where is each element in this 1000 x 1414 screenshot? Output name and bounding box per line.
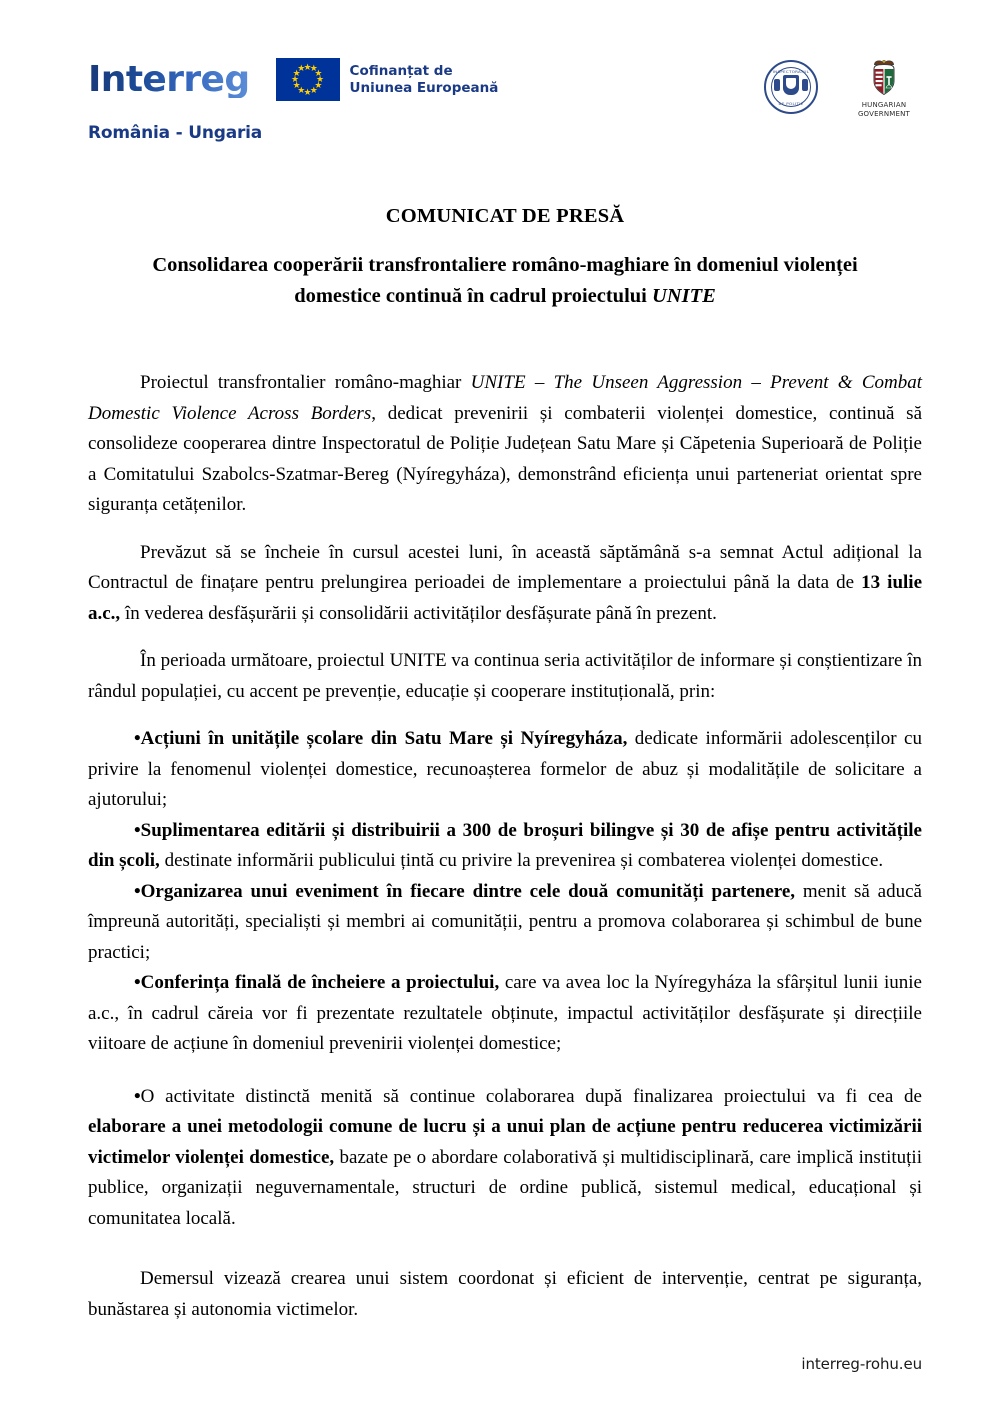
eu-star-icon: ★ bbox=[303, 86, 312, 97]
paragraph-closing: Demersul vizează crearea unui sistem coordonat și eficient de intervenție, centrat pe siguranța, bunăstarea și autonomia victimelor. bbox=[88, 1268, 922, 1320]
bullet-item-brochures bbox=[88, 816, 922, 877]
police-emblem-right-block bbox=[802, 79, 808, 91]
eu-cofunding-line-2: Uniunea Europeană bbox=[349, 79, 499, 96]
headline-line-1: Consolidarea cooperării transfrontaliere româno-maghiare în domeniul violenței bbox=[152, 254, 858, 276]
spacer bbox=[88, 1234, 922, 1264]
deadline-date: 13 iulie a.c., bbox=[88, 572, 922, 624]
spacer bbox=[88, 1060, 922, 1082]
interreg-brand-row bbox=[88, 58, 498, 101]
bullet-item-methodology-bold: elaborare a unei metodologii comune de lucru și a unui plan de acțiune pentru reducerea victimizării victimelor violenței domestice, bbox=[88, 1116, 922, 1168]
header-left-logos bbox=[88, 58, 498, 143]
eu-star-icon: ★ bbox=[316, 74, 325, 84]
eu-star-icon: ★ bbox=[292, 67, 301, 78]
bullet-marker: • bbox=[134, 972, 141, 993]
bullet-marker: • bbox=[134, 819, 141, 841]
police-ring-text-bottom: DE POLIȚIE bbox=[778, 101, 804, 106]
eu-star-icon: ★ bbox=[297, 63, 306, 74]
bullet-item-methodology-rest: bazate pe o abordare colaborativă și multidisciplinară, care implică instituții publice, organizații neguvernamentale, structuri de ordine publică, sistemul medical, educațional și comunitatea locală. bbox=[88, 1146, 922, 1229]
bullet-marker: • bbox=[134, 728, 141, 749]
headline-line-2-prefix: domestice continuă în cadrul proiectului bbox=[294, 285, 652, 307]
project-full-title: UNITE – The Unseen Aggression – Prevent & Combat Domestic Violence Across Borders bbox=[88, 372, 922, 424]
bullet-item-events bbox=[88, 877, 922, 969]
bullet-item-schools bbox=[88, 724, 922, 816]
bullet-item-events-rest: menit să aducă împreună autorități, specialiști și membri ai comunității, pentru a promova colaborarea și schimbul de bune practici; bbox=[88, 880, 922, 963]
police-ring-text-top: INSPECTORATUL bbox=[772, 69, 810, 74]
bullet-item-events-bold: Organizarea unui eveniment în fiecare dintre cele două comunități partenere, bbox=[140, 880, 796, 902]
hungarian-government-label bbox=[846, 101, 922, 119]
interreg-wordmark: Interreg bbox=[88, 58, 250, 100]
bullet-item-schools-rest: dedicate informării adolescenților cu privire la fenomenul violenței domestice, recunoașterea formelor de abuz și modalitățile de solicitare a ajutorului; bbox=[88, 728, 922, 810]
paragraph-upcoming: În perioada următoare, proiectul UNITE va continua seria activităților de informare și conștientizare în rândul populației, cu accent pe prevenție, educație și cooperare instituțională, prin: bbox=[88, 650, 922, 702]
press-release-label: COMUNICAT DE PRESĂ bbox=[385, 205, 625, 227]
document-header bbox=[88, 58, 922, 168]
eu-cofunding-text bbox=[350, 63, 499, 96]
bullet-item-methodology bbox=[88, 1082, 922, 1235]
eu-star-icon: ★ bbox=[297, 84, 306, 95]
bullet-item-conference-bold: Conferința finală de încheiere a proiectului, bbox=[140, 972, 500, 993]
eu-star-icon: ★ bbox=[314, 67, 323, 78]
eu-star-icon: ★ bbox=[303, 61, 312, 72]
bullet-marker: • bbox=[134, 1085, 141, 1107]
hungarian-government-logo bbox=[846, 60, 922, 119]
programme-name: România - Ungaria bbox=[88, 123, 263, 143]
eu-cofunding-block bbox=[276, 58, 499, 101]
bullet-marker: • bbox=[134, 880, 141, 902]
eu-cofunding-line-1: Cofinanțat de bbox=[349, 63, 453, 79]
paragraph-intro bbox=[88, 368, 922, 521]
bullet-item-conference bbox=[88, 968, 922, 1060]
romanian-police-emblem-icon bbox=[764, 60, 818, 114]
hu-gov-label-line-2: GOVERNMENT bbox=[857, 110, 911, 118]
bullet-item-schools-bold: Acțiuni în unitățile școlare din Satu Mare și Nyíregyháza, bbox=[140, 728, 628, 749]
eu-star-icon: ★ bbox=[291, 74, 300, 84]
hungarian-coat-of-arms-icon bbox=[870, 60, 898, 96]
bullet-item-methodology-lead: O activitate distinctă menită să continue colaborarea după finalizarea proiectului va fi cea de bbox=[140, 1085, 922, 1107]
website-footer[interactable]: interreg-rohu.eu bbox=[801, 1355, 922, 1373]
police-emblem-shield bbox=[783, 75, 799, 95]
paragraph-intro-lead: Proiectul transfrontalier româno-maghiar bbox=[140, 372, 471, 393]
paragraph-intro-rest: , dedicat prevenirii și combaterii violenței domestice, continuă să consolideze cooperarea dintre Inspectoratul de Poliție Județean Satu Mare și Căpetenia Superioară de Poliție a Comitatului Szabolcs-Szatmar-Bereg (Nyíregyháza), demonstrând eficiența unui parteneriat orientat spre siguranța cetățenilor. bbox=[88, 402, 922, 515]
headline-project-name: UNITE bbox=[652, 285, 716, 307]
bullet-item-brochures-bold: Suplimentarea editării și distribuirii a 300 de broșuri bilingve și 30 de afișe pentru activitățile din școli, bbox=[88, 819, 922, 871]
police-emblem-left-block bbox=[774, 79, 780, 91]
hu-gov-label-line-1: HUNGARIAN bbox=[861, 101, 907, 109]
paragraph-extension bbox=[88, 538, 922, 630]
page-title bbox=[88, 250, 922, 312]
eu-star-icon: ★ bbox=[292, 80, 301, 91]
eu-star-icon: ★ bbox=[309, 84, 318, 95]
document-body bbox=[88, 205, 922, 1373]
paragraph-extension-part-2: în vederea desfășurării și consolidării activităților desfășurate până în prezent. bbox=[120, 602, 717, 624]
header-right-logos bbox=[764, 60, 922, 119]
eu-star-icon: ★ bbox=[309, 63, 318, 74]
eu-star-icon: ★ bbox=[314, 80, 323, 91]
bullet-item-conference-rest: care va avea loc la Nyíregyháza la sfârșitul lunii iunie a.c., în cadrul căreia vor fi prezentate rezultatele obținute, impactul activităților desfășurate și direcțiile viitoare de acțiune în domeniul prevenirii violenței domestice; bbox=[88, 972, 922, 1054]
eu-flag-icon bbox=[276, 58, 340, 101]
bullet-item-brochures-rest: destinate informării publicului țintă cu privire la prevenirea și combaterea violenței domestice. bbox=[159, 850, 884, 871]
paragraph-extension-part-1: Prevăzut să se încheie în cursul acestei luni, în această săptămână s-a semnat Actul adițional la Contractul de finațare pentru prelungirea perioadei de implementare a proiectului până la data de bbox=[88, 541, 922, 593]
